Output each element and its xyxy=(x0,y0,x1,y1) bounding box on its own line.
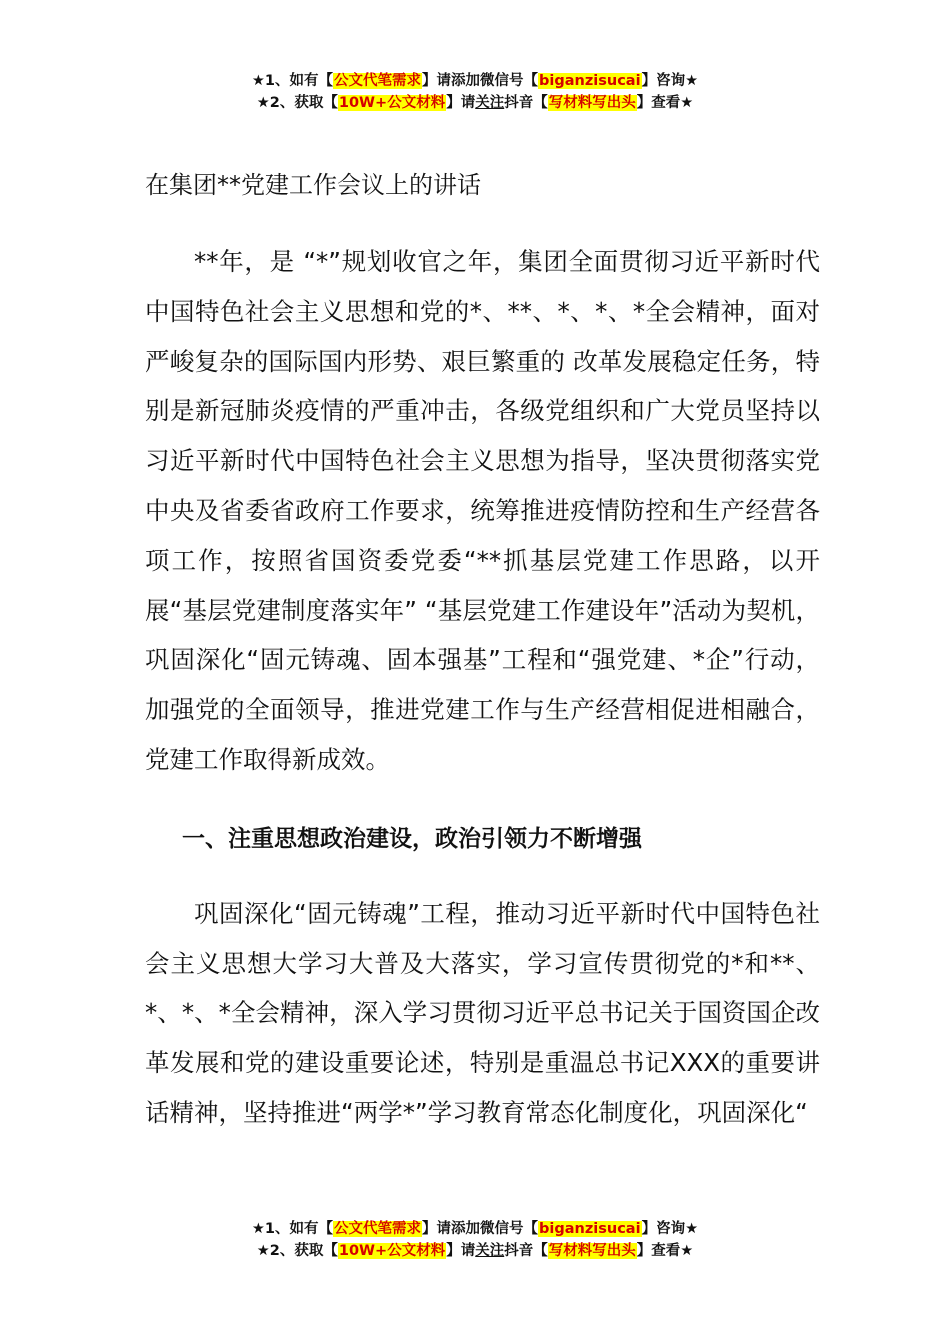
paragraph-intro: **年，是 “*”规划收官之年，集团全面贯彻习近平新时代中国特色社会主义思想和党的*、**、*、*、*全会精神，面对严峻复杂的国际国内形势、艰巨繁重的 改革发展稳定任务，特别是新冠肺炎疫情的严重冲击，各级党组织和广大党员坚持以习近平新时代中国特色社会主义思想为指导，坚决贯彻落实党中央及省委省政府工作要求，统筹推进疫情防控和生产经营各项工作，按照省国资委党委“**抓基层党建工作思路，以开展“基层党建制度落实年” “基层党建工作建设年”活动为契机，巩固深化“固元铸魂、固本强基”工程和“强党建、*企”行动，加强党的全面领导，推进党建工作与生产经营相促进相融合，党建工作取得新成效。 xyxy=(145,247,820,774)
paragraph-section-1: 巩固深化“固元铸魂”工程，推动习近平新时代中国特色社会主义思想大学习大普及大落实，学习宣传贯彻党的*和**、*、*、*全会精神，深入学习贯彻习近平总书记关于国资国企改革发展和党的建设重要论述，特别是重温总书记XXX的重要讲话精神，坚持推进“两学*”学习教育常态化制度化，巩固深化“ xyxy=(145,898,820,1127)
banner-text: ★1、如有【 xyxy=(251,73,334,89)
banner-text: ★1、如有【 xyxy=(251,1221,334,1237)
banner-text: 】咨询★ xyxy=(641,1221,699,1237)
banner-highlight: 公文代笔需求 xyxy=(334,1221,422,1237)
banner-text: 抖音【 xyxy=(504,1243,548,1259)
banner-text: 】请添加微信号【 xyxy=(422,73,539,89)
banner-underlined-text: 关注 xyxy=(475,1243,505,1259)
footer-banner xyxy=(0,1218,950,1262)
banner-text: 】查看★ xyxy=(636,1243,694,1259)
banner-text: 】请添加微信号【 xyxy=(422,1221,539,1237)
banner-text: 】咨询★ xyxy=(641,73,699,89)
banner-line-1 xyxy=(0,1218,950,1240)
banner-line-1 xyxy=(0,70,950,92)
document-title: 在集团**党建工作会议上的讲话 xyxy=(145,171,481,199)
banner-highlight: 10W+公文材料 xyxy=(338,95,446,111)
document-body xyxy=(145,165,820,1138)
banner-text: ★2、获取【 xyxy=(256,1243,338,1259)
header-banner xyxy=(0,70,950,114)
wechat-id-highlight: biganzisucai xyxy=(539,1221,641,1237)
banner-highlight: 10W+公文材料 xyxy=(338,1243,446,1259)
banner-underlined-text: 关注 xyxy=(475,95,505,111)
banner-text: ★2、获取【 xyxy=(256,95,338,111)
banner-text: 抖音【 xyxy=(504,95,548,111)
wechat-id-highlight: biganzisucai xyxy=(539,73,641,89)
banner-text: 】查看★ xyxy=(636,95,694,111)
douyin-highlight: 写材料写出头 xyxy=(548,95,636,111)
banner-highlight: 公文代笔需求 xyxy=(334,73,422,89)
section-heading: 一、注重思想政治建设，政治引领力不断增强 xyxy=(182,825,642,852)
banner-text: 】请 xyxy=(446,95,476,111)
banner-text: 】请 xyxy=(446,1243,476,1259)
banner-line-2 xyxy=(0,1240,950,1262)
douyin-highlight: 写材料写出头 xyxy=(548,1243,636,1259)
banner-line-2 xyxy=(0,92,950,114)
